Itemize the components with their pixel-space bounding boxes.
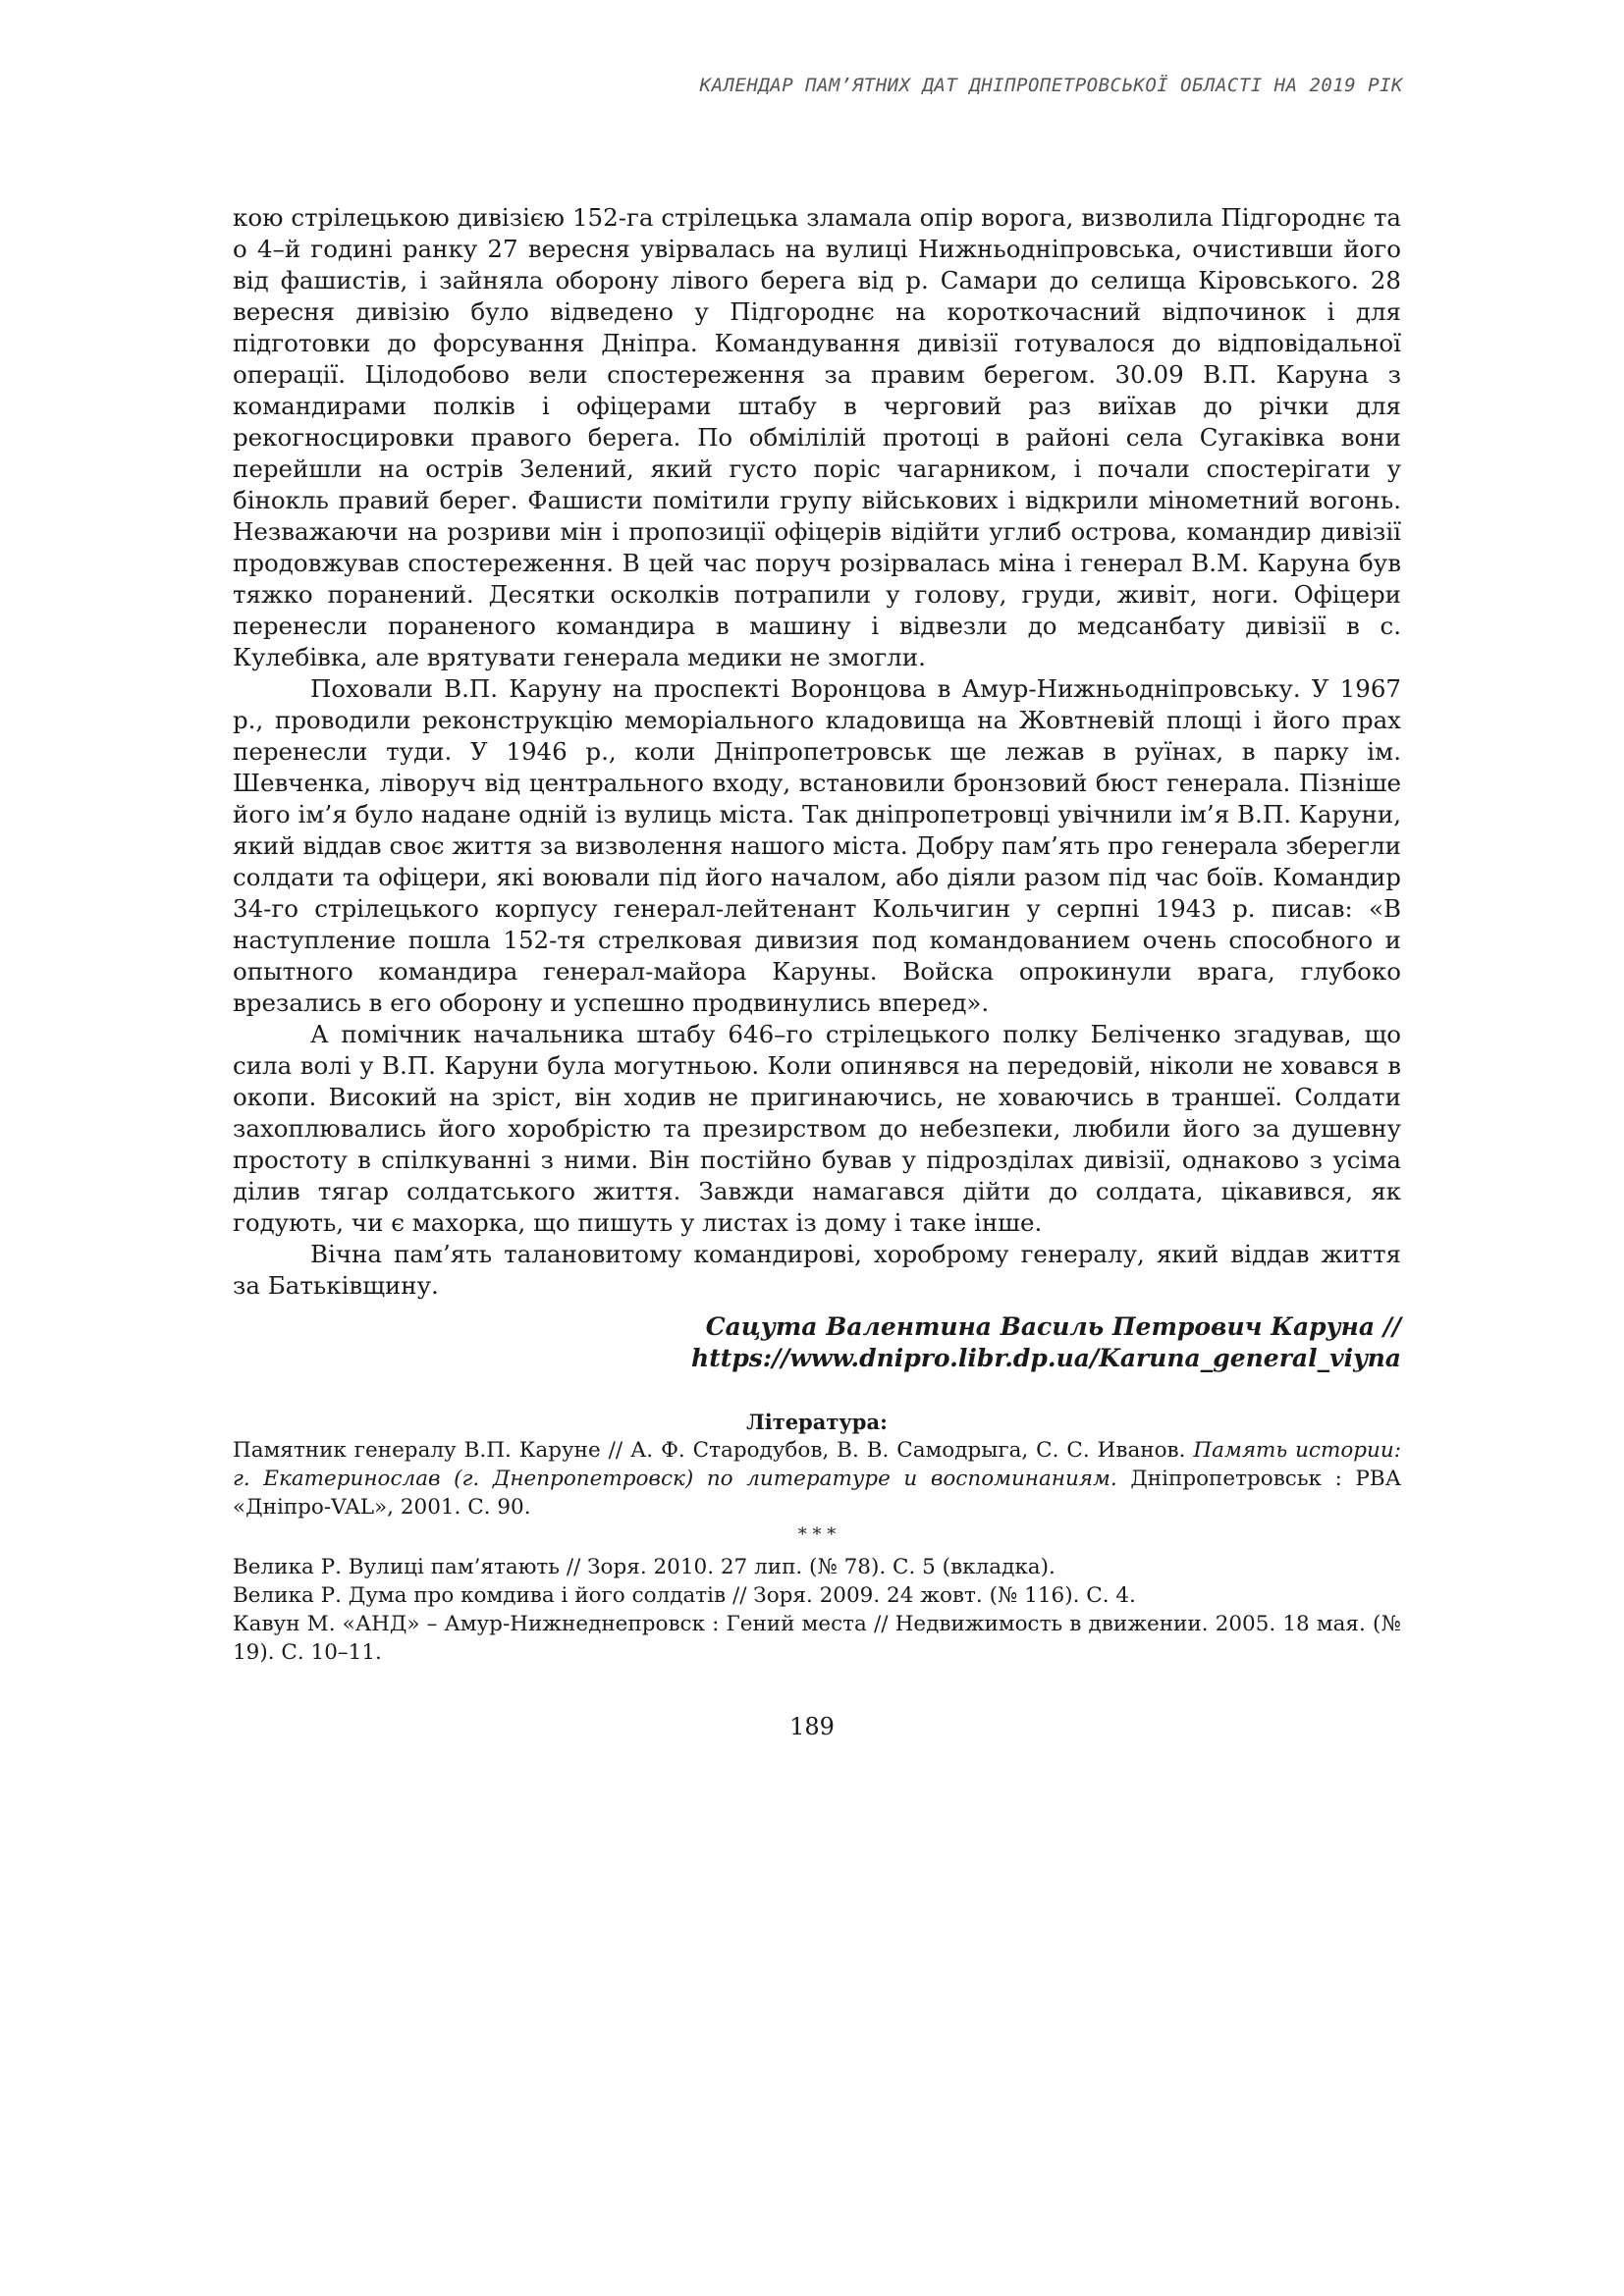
paragraph-memory: Вічна пам’ять талановитому командирові, хороброму генералу, який віддав життя за Батьківщину. — [233, 1240, 1401, 1300]
literature-list — [233, 1436, 1401, 1667]
paragraph-continuation: кою стрілецькою дивізією 152-га стрілецька зламала опір ворога, визволила Підгороднє та о 4–й годині ранку 27 вересня увірвалась на вулиці Нижньодніпровська, очистивши його від фашистів, і зайняла оборону лівого берега від р. Самари до селища Кіровського. 28 вересня дивізію було відведено у Підгороднє на короткочасний відпочинок і для підготовки до форсування Дніпра. Командування дивізії готувалося до відповідальної операції. Цілодобово вели спостереження за правим берегом. 30.09 В.П. Каруна з командирами полків і офіцерами штабу в черговий раз виїхав до річки для рекогносцировки правого берега. По обмілілій протоці в районі села Сугаківка вони перейшли на острів Зелений, який густо поріс чагарником, і почали спостерігати у бінокль правий берег. Фашисти помітили групу військових і відкрили мінометний вогонь. Незважаючи на розриви мін і пропозиції офіцерів відійти углиб острова, командир дивізії продовжував спостереження. В цей час поруч розірвалась міна і генерал В.М. Каруна був тяжко поранений. Десятки осколків потрапили у голову, груди, живіт, ноги. Офіцери перенесли пораненого командира в машину і відвезли до медсанбату дивізії в с. Кулебівка, але врятувати генерала медики не змогли. — [233, 203, 1401, 671]
paragraph-burial: Поховали В.П. Каруну на проспекті Воронцова в Амур-Нижньодніпровську. У 1967 р., проводили реконструкцію меморіального кладовища на Жовтневій площі і його прах перенесли туди. У 1946 р., коли Дніпропетровськ ще лежав в руїнах, в парку ім. Шевченка, ліворуч від центрального входу, встановили бронзовий бюст генерала. Пізніше його ім’я було надане одній із вулиць міста. Так дніпропетровці увічнили ім’я В.П. Каруни, який віддав своє життя за визволення нашого міста. Добру пам’ять про генерала зберегли солдати та офіцери, які воювали під його началом, або діяли разом під час боїв. Командир 34-го стрілецького корпусу генерал-лейтенант Кольчигин у серпні 1943 р. писав: «В наступление пошла 152-тя стрелковая дивизия под командованием очень способного и опытного командира генерал-майора Каруны. Войска опрокинули врага, глубоко врезались в его оборону и успешно продвинулись вперед». — [233, 674, 1401, 1017]
literature-entry: Кавун М. «АНД» – Амур-Нижнеднепровск : Гений места // Недвижимость в движении. 2005. 18 мая. (№ 19). С. 10–11. — [233, 1612, 1401, 1665]
article-body — [233, 202, 1401, 1302]
author-signature — [517, 1311, 1401, 1374]
signature-author-line: Сацута Валентина Василь Петрович Каруна // — [705, 1312, 1401, 1341]
literature-heading: Література: — [746, 1410, 888, 1434]
literature-entry: Велика Р. Дума про комдива і його солдатів // Зоря. 2009. 24 жовт. (№ 116). С. 4. — [233, 1583, 1136, 1608]
literature-entry — [233, 1436, 1401, 1522]
paragraph-recollection: А помічник начальника штабу 646–го стрілецького полку Беліченко згадував, що сила волі у В.П. Каруни була могутньою. Коли опинявся на передовій, ніколи не ховався в окопи. Високий на зріст, він ходив не пригинаючись, не ховаючись в траншеї. Солдати захоплювались його хоробрістю та презирством до небезпеки, любили його за душевну простоту в спілкуванні з ними. Він постійно бував у підрозділах дивізії, однаково з усіма ділив тягар солдатського життя. Завжди намагався дійти до солдата, цікавився, як годують, чи є махорка, що пишуть у листах із дому і таке інше. — [233, 1020, 1401, 1237]
literature-entry-plain: Памятник генералу В.П. Каруне // А. Ф. Стародубов, В. В. Самодрыга, С. С. Иванов. — [233, 1438, 1186, 1463]
signature-source-link[interactable]: https://www.dnipro.libr.dp.ua/Karuna_general_viyna — [691, 1344, 1401, 1372]
page-number: 189 — [789, 1713, 835, 1740]
running-header: КАЛЕНДАР ПАМ’ЯТНИХ ДАТ ДНІПРОПЕТРОВСЬКОЇ ОБЛАСТІ НА 2019 РІК — [699, 75, 1403, 96]
literature-separator: * * * — [797, 1524, 837, 1545]
literature-entry-tail: Дніпропетровськ : РВА «Дніпро-VAL», 2001. С. 90. — [233, 1467, 1401, 1520]
literature-entry-title: Память истории: г. Екатеринослав (г. Днепропетровск) по литературе и воспоминаниям. — [233, 1438, 1401, 1491]
literature-entry: Велика Р. Вулиці пам’ятають // Зоря. 2010. 27 лип. (№ 78). С. 5 (вкладка). — [233, 1555, 1056, 1579]
